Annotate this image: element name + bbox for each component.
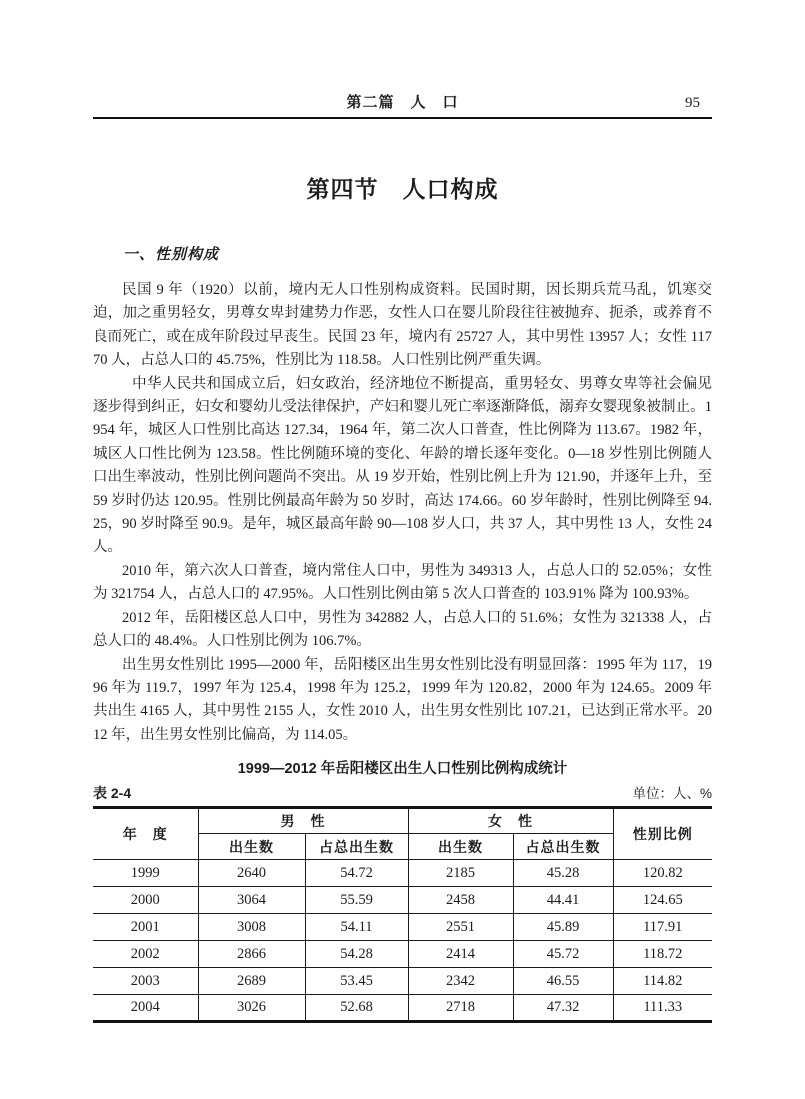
table-header-row-groups [93, 808, 712, 834]
table-row [93, 914, 712, 941]
table-row [93, 860, 712, 887]
cell-year: 2000 [93, 887, 198, 914]
cell-year: 1999 [93, 860, 198, 887]
cell-sex-ratio: 120.82 [613, 860, 712, 887]
col-header-male-group: 男 性 [198, 808, 408, 834]
cell-year: 2002 [93, 941, 198, 968]
table-caption: 1999—2012 年岳阳楼区出生人口性别比例构成统计 [237, 761, 568, 778]
cell-sex-ratio: 111.33 [613, 995, 712, 1022]
col-header-female-share: 占总出生数 [513, 834, 613, 860]
cell-year: 2001 [93, 914, 198, 941]
section-title: 第四节 人口构成 [306, 176, 499, 202]
cell-male-share: 54.11 [305, 914, 408, 941]
cell-male-births: 2640 [198, 860, 305, 887]
paragraph-5: 出生男女性别比 1995—2000 年，岳阳楼区出生男女性别比没有明显回落：1995 年为 117，1996 年为 119.7，1997 年为 125.4，1998 年为 125.2，1999 年为 120.82，2000 年为 124.65。2009 年共出生 4165 人，其中男性 2155 人，女性 2010 人，出生男女性别比 107.21，已达到正常水平。2012 年，出生男女性别比偏高，为 114.05。 [93, 656, 712, 743]
cell-male-share: 54.72 [305, 860, 408, 887]
table-row [93, 941, 712, 968]
cell-female-share: 46.55 [513, 968, 613, 995]
table-row [93, 968, 712, 995]
cell-female-births: 2342 [408, 968, 513, 995]
col-header-female-births: 出生数 [408, 834, 513, 860]
cell-female-births: 2414 [408, 941, 513, 968]
table-meta [93, 784, 712, 803]
birth-sex-ratio-table [93, 806, 712, 1023]
cell-male-share: 54.28 [305, 941, 408, 968]
running-header-title: 第二篇 人 口 [346, 94, 459, 111]
cell-sex-ratio: 114.82 [613, 968, 712, 995]
cell-male-births: 2866 [198, 941, 305, 968]
paragraph-1: 民国 9 年（1920）以前，境内无人口性别构成资料。民国时期，因长期兵荒马乱，饥寒交迫，加之重男轻女，男尊女卑封建势力作恶，女性人口在婴儿阶段往往被抛弃、扼杀，或养育不良而死亡，或在成年阶段过早丧生。民国 23 年，境内有 25727 人，其中男性 13957 人；女性 11770 人，占总人口的 45.75%，性别比为 118.58。人口性别比例严重失调。 [93, 282, 712, 369]
cell-female-births: 2718 [408, 995, 513, 1022]
subsection-heading: 一、性别构成 [123, 247, 220, 263]
cell-sex-ratio: 124.65 [613, 887, 712, 914]
cell-male-share: 52.68 [305, 995, 408, 1022]
cell-male-share: 55.59 [305, 887, 408, 914]
cell-female-births: 2551 [408, 914, 513, 941]
cell-female-share: 45.28 [513, 860, 613, 887]
col-header-male-share: 占总出生数 [305, 834, 408, 860]
cell-male-births: 3008 [198, 914, 305, 941]
cell-sex-ratio: 117.91 [613, 914, 712, 941]
col-header-year: 年 度 [93, 808, 198, 860]
body-text [93, 279, 712, 747]
header-rule [93, 117, 712, 119]
table-header [93, 808, 712, 860]
col-header-sex-ratio: 性别比例 [613, 808, 712, 860]
paragraph-4: 2012 年，岳阳楼区总人口中，男性为 342882 人，占总人口的 51.6%；女性为 321338 人，占总人口的 48.4%。人口性别比例为 106.7%。 [93, 609, 712, 650]
cell-female-births: 2185 [408, 860, 513, 887]
cell-sex-ratio: 118.72 [613, 941, 712, 968]
table-row [93, 887, 712, 914]
running-header [93, 94, 712, 112]
table-row [93, 995, 712, 1022]
cell-female-share: 45.89 [513, 914, 613, 941]
cell-female-births: 2458 [408, 887, 513, 914]
table-label: 表 2-4 [93, 785, 132, 802]
cell-male-births: 3064 [198, 887, 305, 914]
cell-year: 2003 [93, 968, 198, 995]
col-header-female-group: 女 性 [408, 808, 613, 834]
cell-female-share: 47.32 [513, 995, 613, 1022]
cell-female-share: 45.72 [513, 941, 613, 968]
cell-year: 2004 [93, 995, 198, 1022]
page-number: 95 [685, 95, 700, 111]
paragraph-2: 中华人民共和国成立后，妇女政治，经济地位不断提高，重男轻女、男尊女卑等社会偏见逐步得到纠正，妇女和婴幼儿受法律保护，产妇和婴儿死亡率逐渐降低，溺弃女婴现象被制止。1954 年，城区人口性别比高达 127.34，1964 年，第二次人口普查，性比例降为 113.67。1982 年，城区人口性比例为 123.58。性比例随环境的变化、年龄的增长逐年变化。0—18 岁性别比例随人口出生率波动，性别比例问题尚不突出。从 19 岁开始，性别比例上升为 121.90，并逐年上升，至 59 岁时仍达 120.95。性别比例最高年龄为 50 岁时，高达 174.66。60 岁年龄时，性别比例降至 94.25，90 岁时降至 90.9。是年，城区最高年龄 90—108 岁人口，共 37 人，其中男性 13 人，女性 24 人。 [93, 375, 712, 556]
paragraph-3: 2010 年，第六次人口普查，境内常住人口中，男性为 349313 人，占总人口的 52.05%；女性为 321754 人，占总人口的 47.95%。人口性别比例由第 5 次人口普查的 103.91% 降为 100.93%。 [93, 562, 712, 603]
cell-male-births: 2689 [198, 968, 305, 995]
table-body [93, 860, 712, 1022]
cell-male-share: 53.45 [305, 968, 408, 995]
table-unit-note: 单位：人、% [632, 786, 712, 802]
col-header-male-births: 出生数 [198, 834, 305, 860]
cell-female-share: 44.41 [513, 887, 613, 914]
cell-male-births: 3026 [198, 995, 305, 1022]
